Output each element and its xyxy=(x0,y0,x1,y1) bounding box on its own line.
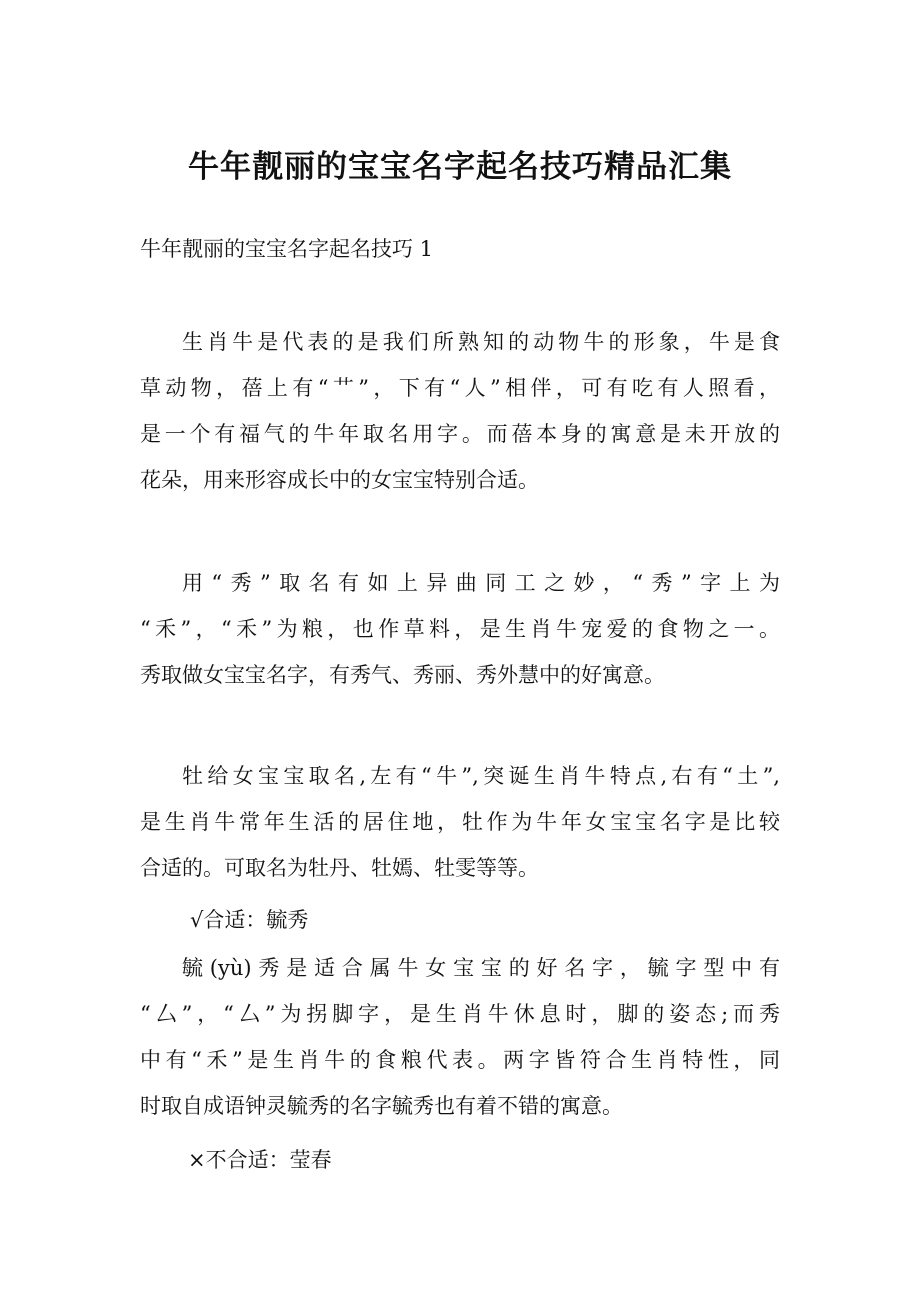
paragraph-line: 是一个有福气的牛年取名用字。而蓓本身的寓意是未开放的 xyxy=(140,422,780,446)
paragraph-line: 花朵，用来形容成长中的女宝宝特别合适。 xyxy=(140,468,539,492)
unsuitable-name-heading: ×不合适：莹春 xyxy=(188,1148,332,1172)
paragraph-yuxiu xyxy=(140,945,780,1129)
paragraph-xiu xyxy=(140,560,780,698)
paragraph-line: 毓(yù)秀是适合属牛女宝宝的好名字，毓字型中有 xyxy=(182,956,780,980)
paragraph-line: 秀取做女宝宝名字，有秀气、秀丽、秀外慧中的好寓意。 xyxy=(140,663,665,687)
paragraph-line: 草动物，蓓上有“艹”，下有“人”相伴，可有吃有人照看， xyxy=(140,376,780,400)
paragraph-line: “厶”，“厶”为拐脚字，是生肖牛休息时，脚的姿态;而秀 xyxy=(140,1002,780,1026)
document-title: 牛年靓丽的宝宝名字起名技巧精品汇集 xyxy=(188,149,732,185)
paragraph-line: “禾”，“禾”为粮，也作草料，是生肖牛宠爱的食物之一。 xyxy=(140,617,780,641)
paragraph-line: 合适的。可取名为牡丹、牡嫣、牡雯等等。 xyxy=(140,856,539,880)
paragraph-line: 牡给女宝宝取名,左有“牛”,突诞生肖牛特点,右有“土”, xyxy=(182,764,780,788)
paragraph-line: 中有“禾”是生肖牛的食粮代表。两字皆符合生肖特性，同 xyxy=(140,1048,780,1072)
paragraph-bei xyxy=(140,319,780,503)
paragraph-line: 时取自成语钟灵毓秀的名字毓秀也有着不错的寓意。 xyxy=(140,1094,623,1118)
suitable-name-heading: √合适：毓秀 xyxy=(190,908,309,932)
paragraph-line: 生肖牛是代表的是我们所熟知的动物牛的形象，牛是食 xyxy=(182,330,780,354)
paragraph-line: 是生肖牛常年生活的居住地，牡作为牛年女宝宝名字是比较 xyxy=(140,810,780,834)
paragraph-mu xyxy=(140,753,780,891)
section-subtitle: 牛年靓丽的宝宝名字起名技巧 1 xyxy=(140,237,434,261)
paragraph-line: 用“秀”取名有如上异曲同工之妙，“秀”字上为 xyxy=(182,571,780,595)
